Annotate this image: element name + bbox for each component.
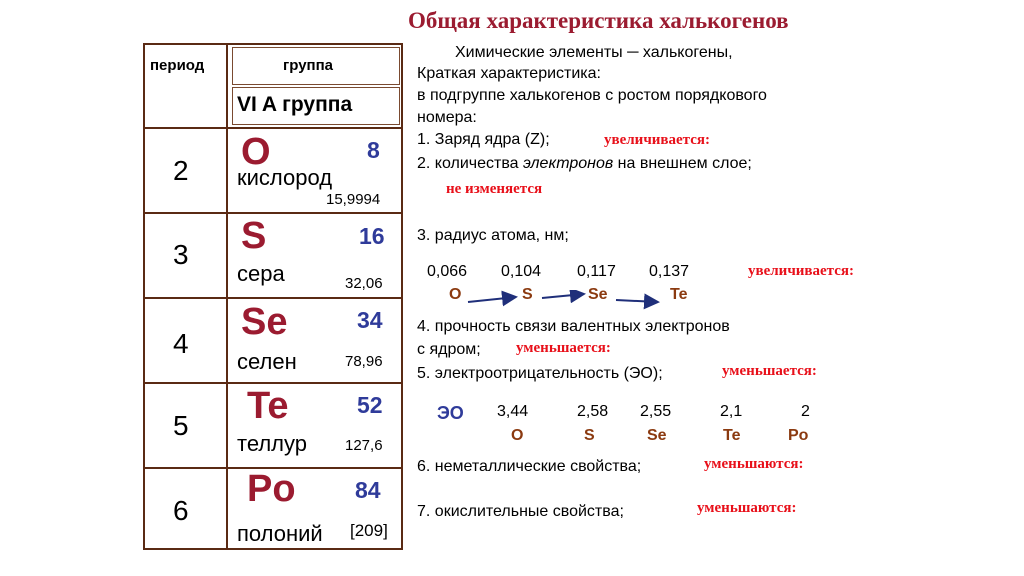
intro-line-2: Краткая характеристика: xyxy=(417,65,601,82)
atomic-mass: 32,06 xyxy=(345,275,383,292)
eo-symbol: Te xyxy=(723,427,741,444)
element-name: кислород xyxy=(237,165,333,190)
item-2-emphasis: электронов xyxy=(523,155,614,172)
radius-symbol: Te xyxy=(670,286,688,303)
item-2-post: на внешнем слое; xyxy=(613,155,752,172)
item-3-text: 3. радиус атома, нм; xyxy=(417,227,569,244)
radius-symbol: S xyxy=(522,286,533,303)
arrow-icon xyxy=(468,297,516,302)
intro-line-3: в подгруппе халькогенов с ростом порядкового xyxy=(417,87,767,104)
period-number: 3 xyxy=(173,239,189,270)
item-6-trend: уменьшаются: xyxy=(704,456,804,472)
element-name: теллур xyxy=(237,431,307,456)
item-1-trend: увеличивается: xyxy=(604,132,710,148)
atomic-number: 84 xyxy=(355,477,381,503)
arrow-icon xyxy=(616,300,658,302)
header-group: группа xyxy=(283,57,334,74)
intro-line-4: номера: xyxy=(417,109,477,126)
radius-value: 0,066 xyxy=(427,263,468,280)
header-period: период xyxy=(150,57,205,74)
item-4-trend: уменьшается: xyxy=(516,340,611,356)
item-2-trend: не изменяется xyxy=(446,181,543,197)
eo-symbol: S xyxy=(584,427,595,444)
chalcogen-table xyxy=(143,43,403,550)
row-divider xyxy=(143,297,403,299)
period-number: 4 xyxy=(173,328,189,359)
page-title: Общая характеристика халькогенов xyxy=(408,8,789,33)
radius-value: 0,117 xyxy=(577,263,616,280)
row-divider xyxy=(143,127,403,129)
item-4-text-a: 4. прочность связи валентных электронов xyxy=(417,318,730,335)
row-divider xyxy=(143,212,403,214)
item-6-text: 6. неметаллические свойства; xyxy=(417,458,642,475)
eo-value: 2,55 xyxy=(640,403,672,420)
item-2-pre: 2. количества xyxy=(417,155,524,172)
eo-symbol: O xyxy=(511,427,524,444)
atomic-number: 16 xyxy=(359,223,385,249)
item-7-trend: уменьшаются: xyxy=(697,500,797,516)
item-2-text xyxy=(417,155,752,173)
element-symbol: S xyxy=(241,215,267,257)
item-5-trend: уменьшается: xyxy=(722,363,817,379)
atomic-mass: 15,9994 xyxy=(326,191,381,208)
arrow-icon xyxy=(542,294,584,298)
period-number: 2 xyxy=(173,155,189,186)
item-3-trend: увеличивается: xyxy=(748,263,854,279)
eo-label: ЭО xyxy=(437,403,464,423)
element-symbol: Te xyxy=(247,385,289,427)
atomic-mass: [209] xyxy=(350,521,388,540)
element-symbol: Po xyxy=(247,468,296,510)
row-divider xyxy=(143,382,403,384)
item-7-text: 7. окислительные свойства; xyxy=(417,503,624,520)
group-name: VI A группа xyxy=(237,93,353,116)
eo-value: 2,58 xyxy=(577,403,609,420)
element-name: сера xyxy=(237,261,285,286)
item-4-text-b: с ядром; xyxy=(417,341,481,358)
period-number: 5 xyxy=(173,410,189,441)
radius-value: 0,104 xyxy=(501,263,542,280)
item-5-text: 5. электроотрицательность (ЭО); xyxy=(417,365,663,382)
atomic-number: 8 xyxy=(367,137,380,163)
atomic-mass: 78,96 xyxy=(345,353,383,370)
radius-symbol: O xyxy=(449,286,462,303)
eo-symbol: Po xyxy=(788,427,809,444)
radius-value: 0,137 xyxy=(649,263,690,280)
element-symbol: Se xyxy=(241,301,288,343)
element-name: полоний xyxy=(237,521,323,546)
element-name: селен xyxy=(237,349,297,374)
eo-symbol: Se xyxy=(647,427,667,444)
period-number: 6 xyxy=(173,495,189,526)
atomic-number: 52 xyxy=(357,392,383,418)
eo-value: 3,44 xyxy=(497,403,529,420)
eo-value: 2 xyxy=(801,403,810,420)
item-1-text: 1. Заряд ядра (Z); xyxy=(417,131,550,148)
radius-symbol: Se xyxy=(588,286,608,303)
atomic-number: 34 xyxy=(357,307,383,333)
eo-value: 2,1 xyxy=(720,403,743,420)
trend-arrows xyxy=(460,290,670,310)
atomic-mass: 127,6 xyxy=(345,437,383,454)
intro-line-1: Химические элементы ─ халькогены, xyxy=(455,44,733,61)
element-symbol: O xyxy=(241,131,271,173)
